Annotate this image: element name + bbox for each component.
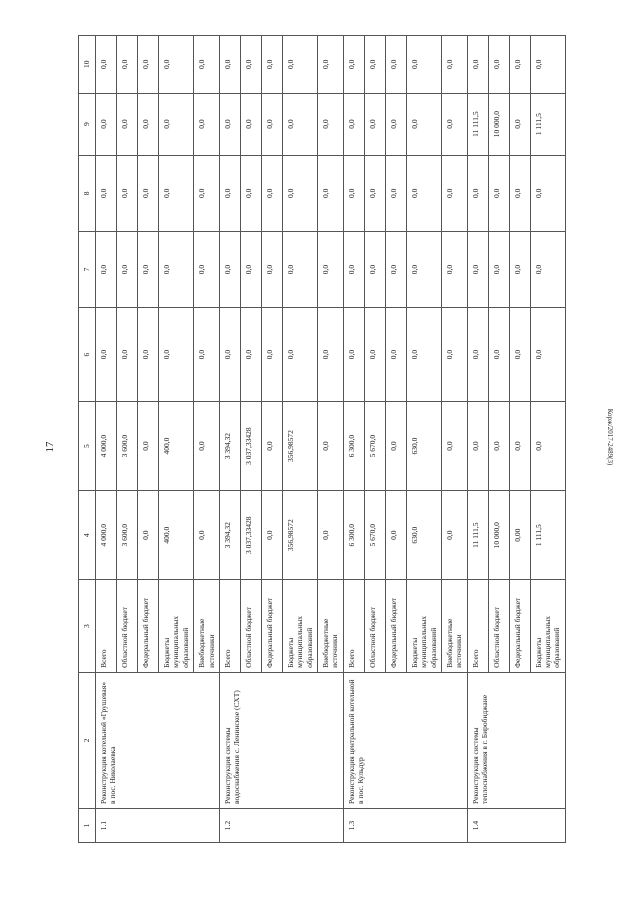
- amount-cell: 0,0: [467, 155, 488, 231]
- amount-cell: 0,0: [509, 36, 530, 94]
- table-container: [78, 35, 565, 843]
- amount-cell: 0,0: [385, 36, 406, 94]
- amount-cell: 0,0: [441, 491, 467, 580]
- column-header: 3: [79, 580, 96, 673]
- amount-cell: 0,0: [318, 308, 344, 402]
- amount-cell: 0,0: [318, 491, 344, 580]
- amount-cell: 6 300,0: [343, 491, 364, 580]
- amount-cell: 0,0: [441, 155, 467, 231]
- table-body: [96, 36, 566, 843]
- funding-source: Бюджеты муниципальных образований: [406, 580, 441, 673]
- column-header: 2: [79, 672, 96, 808]
- amount-cell: 0,0: [159, 93, 194, 155]
- amount-cell: 5 670,0: [364, 491, 385, 580]
- funding-source: Внебюджетные источники: [194, 580, 220, 673]
- funding-table: [78, 35, 566, 843]
- amount-cell: 0,0: [138, 36, 159, 94]
- amount-cell: 0,0: [219, 36, 240, 94]
- funding-source: Внебюджетные источники: [318, 580, 344, 673]
- amount-cell: 6 300,0: [343, 401, 364, 490]
- amount-cell: 0,0: [96, 308, 117, 402]
- amount-cell: 0,0: [96, 36, 117, 94]
- amount-cell: 0,0: [282, 231, 317, 307]
- amount-cell: 10 000,0: [488, 93, 509, 155]
- amount-cell: 0,0: [509, 93, 530, 155]
- funding-source: Федеральный бюджет: [261, 580, 282, 673]
- amount-cell: 0,00: [509, 491, 530, 580]
- project-number: 1.2: [219, 808, 343, 842]
- amount-cell: 0,0: [406, 155, 441, 231]
- amount-cell: 3 600,0: [117, 401, 138, 490]
- amount-cell: 0,0: [318, 401, 344, 490]
- amount-cell: 0,0: [117, 155, 138, 231]
- column-header: 1: [79, 808, 96, 842]
- amount-cell: 0,0: [509, 401, 530, 490]
- amount-cell: 0,0: [406, 231, 441, 307]
- amount-cell: 0,0: [406, 36, 441, 94]
- amount-cell: 3 600,0: [117, 491, 138, 580]
- amount-cell: 0,0: [441, 308, 467, 402]
- amount-cell: 3 394,32: [219, 491, 240, 580]
- amount-cell: 0,0: [159, 231, 194, 307]
- amount-cell: 0,0: [261, 36, 282, 94]
- table-row: [467, 36, 488, 843]
- amount-cell: 0,0: [385, 308, 406, 402]
- amount-cell: 0,0: [219, 155, 240, 231]
- project-name: Реконструкция котельной «Грушевая» в пос. Николаевка: [96, 672, 220, 808]
- amount-cell: 0,0: [240, 36, 261, 94]
- amount-cell: 0,0: [96, 155, 117, 231]
- amount-cell: 0,0: [530, 36, 565, 94]
- amount-cell: 0,0: [488, 36, 509, 94]
- amount-cell: 0,0: [194, 155, 220, 231]
- funding-source: Всего: [96, 580, 117, 673]
- amount-cell: 3 394,32: [219, 401, 240, 490]
- funding-source: Бюджеты муниципальных образований: [282, 580, 317, 673]
- amount-cell: 0,0: [530, 155, 565, 231]
- amount-cell: 0,0: [282, 36, 317, 94]
- amount-cell: 11 111,5: [467, 93, 488, 155]
- amount-cell: 0,0: [467, 36, 488, 94]
- amount-cell: 0,0: [138, 231, 159, 307]
- amount-cell: 0,0: [488, 231, 509, 307]
- amount-cell: 0,0: [467, 401, 488, 490]
- amount-cell: 0,0: [240, 155, 261, 231]
- project-name: Реконструкция системы водоснабжения с. Ленинское (СХТ): [219, 672, 343, 808]
- amount-cell: 630,0: [406, 401, 441, 490]
- amount-cell: 0,0: [385, 93, 406, 155]
- amount-cell: 0,0: [194, 93, 220, 155]
- amount-cell: 0,0: [261, 401, 282, 490]
- amount-cell: 0,0: [261, 155, 282, 231]
- funding-source: Областной бюджет: [240, 580, 261, 673]
- amount-cell: 0,0: [385, 231, 406, 307]
- amount-cell: 0,0: [530, 401, 565, 490]
- amount-cell: 356,98572: [282, 401, 317, 490]
- funding-source: Федеральный бюджет: [509, 580, 530, 673]
- amount-cell: 0,0: [385, 401, 406, 490]
- amount-cell: 0,0: [488, 155, 509, 231]
- amount-cell: 0,0: [364, 155, 385, 231]
- amount-cell: 0,0: [343, 36, 364, 94]
- amount-cell: 4 000,0: [96, 491, 117, 580]
- amount-cell: 0,0: [488, 401, 509, 490]
- amount-cell: 0,0: [509, 308, 530, 402]
- amount-cell: 0,0: [240, 93, 261, 155]
- amount-cell: 0,0: [261, 231, 282, 307]
- amount-cell: 0,0: [467, 231, 488, 307]
- column-header: 7: [79, 231, 96, 307]
- amount-cell: 0,0: [509, 231, 530, 307]
- amount-cell: 0,0: [343, 155, 364, 231]
- amount-cell: 0,0: [138, 308, 159, 402]
- amount-cell: 0,0: [441, 231, 467, 307]
- amount-cell: 0,0: [261, 491, 282, 580]
- amount-cell: 0,0: [219, 93, 240, 155]
- funding-source: Бюджеты муниципальных образований: [159, 580, 194, 673]
- amount-cell: 356,98572: [282, 491, 317, 580]
- amount-cell: 0,0: [219, 308, 240, 402]
- funding-source: Всего: [343, 580, 364, 673]
- amount-cell: 0,0: [159, 155, 194, 231]
- amount-cell: 0,0: [364, 36, 385, 94]
- amount-cell: 0,0: [441, 93, 467, 155]
- funding-source: Федеральный бюджет: [385, 580, 406, 673]
- column-header: 9: [79, 93, 96, 155]
- amount-cell: 0,0: [194, 36, 220, 94]
- amount-cell: 1 111,5: [530, 93, 565, 155]
- amount-cell: 0,0: [364, 231, 385, 307]
- amount-cell: 3 037,33428: [240, 491, 261, 580]
- amount-cell: 0,0: [117, 231, 138, 307]
- amount-cell: 0,0: [194, 308, 220, 402]
- project-name: Реконструкция системы теплоснабжения в г. Биробиджане: [467, 672, 565, 808]
- amount-cell: 0,0: [343, 308, 364, 402]
- amount-cell: 0,0: [282, 155, 317, 231]
- amount-cell: 0,0: [406, 93, 441, 155]
- amount-cell: 1 111,5: [530, 491, 565, 580]
- funding-source: Областной бюджет: [488, 580, 509, 673]
- column-header: 5: [79, 401, 96, 490]
- amount-cell: 0,0: [159, 308, 194, 402]
- amount-cell: 400,0: [159, 401, 194, 490]
- amount-cell: 0,0: [364, 308, 385, 402]
- table-row: [343, 36, 364, 843]
- amount-cell: 0,0: [406, 308, 441, 402]
- amount-cell: 0,0: [138, 491, 159, 580]
- amount-cell: 0,0: [441, 401, 467, 490]
- amount-cell: 0,0: [441, 36, 467, 94]
- amount-cell: 0,0: [261, 93, 282, 155]
- amount-cell: 0,0: [240, 231, 261, 307]
- amount-cell: 0,0: [385, 491, 406, 580]
- amount-cell: 0,0: [282, 93, 317, 155]
- amount-cell: 10 000,0: [488, 491, 509, 580]
- funding-source: Бюджеты муниципальных образований: [530, 580, 565, 673]
- page-number: 17: [44, 441, 56, 453]
- amount-cell: 0,0: [488, 308, 509, 402]
- amount-cell: 0,0: [318, 93, 344, 155]
- amount-cell: 0,0: [261, 308, 282, 402]
- amount-cell: 4 000,0: [96, 401, 117, 490]
- funding-source: Внебюджетные источники: [441, 580, 467, 673]
- funding-source: Областной бюджет: [117, 580, 138, 673]
- amount-cell: 0,0: [194, 401, 220, 490]
- column-header: 4: [79, 491, 96, 580]
- project-number: 1.4: [467, 808, 565, 842]
- amount-cell: 0,0: [159, 36, 194, 94]
- project-number: 1.3: [343, 808, 467, 842]
- funding-source: Областной бюджет: [364, 580, 385, 673]
- amount-cell: 630,0: [406, 491, 441, 580]
- table-row: [219, 36, 240, 843]
- amount-cell: 0,0: [509, 155, 530, 231]
- amount-cell: 0,0: [318, 155, 344, 231]
- amount-cell: 0,0: [96, 93, 117, 155]
- amount-cell: 0,0: [364, 93, 385, 155]
- amount-cell: 0,0: [194, 491, 220, 580]
- amount-cell: 0,0: [138, 401, 159, 490]
- amount-cell: 3 037,33428: [240, 401, 261, 490]
- amount-cell: 0,0: [318, 36, 344, 94]
- amount-cell: 5 670,0: [364, 401, 385, 490]
- amount-cell: 0,0: [219, 231, 240, 307]
- amount-cell: 0,0: [530, 231, 565, 307]
- amount-cell: 0,0: [343, 231, 364, 307]
- column-header: 6: [79, 308, 96, 402]
- document-code: Корж/2017-2489(3): [606, 408, 614, 466]
- table-row: [96, 36, 117, 843]
- table-header-row: [79, 36, 96, 843]
- project-name: Реконструкция центральной котельной в пос. Кульдур: [343, 672, 467, 808]
- amount-cell: 0,0: [117, 308, 138, 402]
- rotated-table-frame: [78, 35, 565, 843]
- funding-source: Федеральный бюджет: [138, 580, 159, 673]
- amount-cell: 11 111,5: [467, 491, 488, 580]
- amount-cell: 0,0: [318, 231, 344, 307]
- amount-cell: 0,0: [138, 93, 159, 155]
- amount-cell: 0,0: [138, 155, 159, 231]
- amount-cell: 0,0: [343, 93, 364, 155]
- amount-cell: 0,0: [467, 308, 488, 402]
- funding-source: Всего: [467, 580, 488, 673]
- column-header: 10: [79, 36, 96, 94]
- amount-cell: 0,0: [240, 308, 261, 402]
- amount-cell: 0,0: [117, 93, 138, 155]
- amount-cell: 0,0: [282, 308, 317, 402]
- project-number: 1.1: [96, 808, 220, 842]
- funding-source: Всего: [219, 580, 240, 673]
- amount-cell: 0,0: [194, 231, 220, 307]
- column-header: 8: [79, 155, 96, 231]
- amount-cell: 0,0: [385, 155, 406, 231]
- amount-cell: 0,0: [530, 308, 565, 402]
- amount-cell: 400,0: [159, 491, 194, 580]
- amount-cell: 0,0: [96, 231, 117, 307]
- amount-cell: 0,0: [117, 36, 138, 94]
